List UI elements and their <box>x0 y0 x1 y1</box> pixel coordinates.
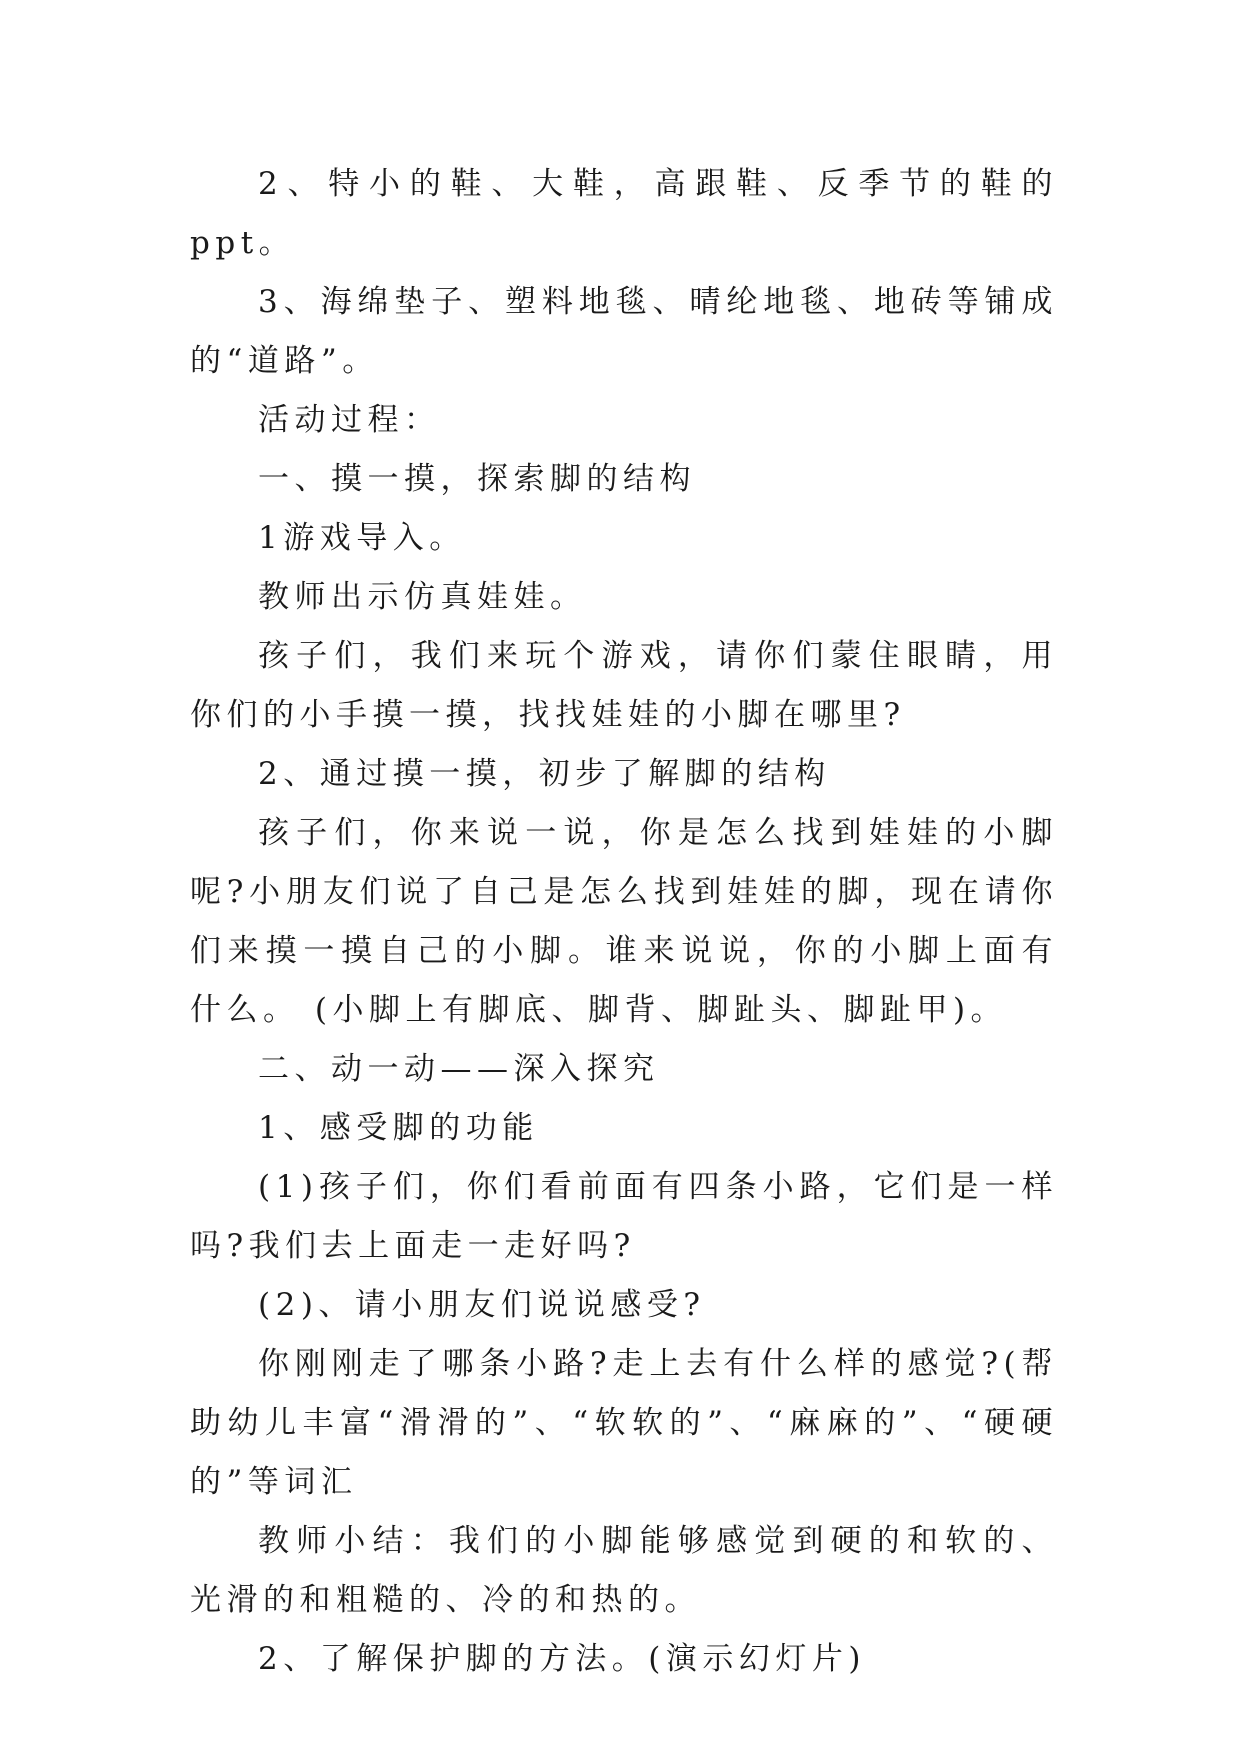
paragraph-game-instructions: 孩子们，我们来玩个游戏，请你们蒙住眼睛，用你们的小手摸一摸，找找娃娃的小脚在哪里? <box>190 638 1058 733</box>
paragraph-teacher-summary: 教师小结：我们的小脚能够感觉到硬的和软的、光滑的和粗糙的、冷的和热的。 <box>190 1523 1058 1618</box>
paragraph-teacher-shows-doll: 教师出示仿真娃娃。 <box>258 579 587 615</box>
paragraph-activity-process: 活动过程： <box>258 402 441 438</box>
paragraph-materials-3: 3、海绵垫子、塑料地毯、晴纶地毯、地砖等铺成的“道路”。 <box>190 284 1058 379</box>
paragraph-feel-function: 1、感受脚的功能 <box>258 1110 539 1146</box>
paragraph-which-path: 你刚刚走了哪条小路?走上去有什么样的感觉?(帮助幼儿丰富“滑滑的”、“软软的”、“麻麻的”、“硬硬的”等词汇 <box>190 1346 1058 1500</box>
document-body <box>190 155 1058 1689</box>
paragraph-share-feelings: (2)、请小朋友们说说感受? <box>258 1287 706 1323</box>
paragraph-touch-structure: 2、通过摸一摸，初步了解脚的结构 <box>258 756 831 792</box>
paragraph-materials-2: 2、特小的鞋、大鞋，高跟鞋、反季节的鞋的ppt。 <box>190 166 1058 261</box>
paragraph-game-intro: 1游戏导入。 <box>258 520 466 556</box>
paragraph-section-2-heading: 二、动一动——深入探究 <box>258 1051 660 1087</box>
paragraph-four-paths: (1)孩子们，你们看前面有四条小路，它们是一样吗?我们去上面走一走好吗? <box>190 1169 1058 1264</box>
paragraph-section-1-heading: 一、摸一摸，探索脚的结构 <box>258 461 696 497</box>
paragraph-discussion: 孩子们，你来说一说，你是怎么找到娃娃的小脚呢?小朋友们说了自己是怎么找到娃娃的脚，现在请你们来摸一摸自己的小脚。谁来说说，你的小脚上面有什么。 (小脚上有脚底、脚背、脚趾头、脚趾甲)。 <box>190 815 1058 1028</box>
paragraph-protect-feet: 2、了解保护脚的方法。(演示幻灯片) <box>258 1641 866 1677</box>
